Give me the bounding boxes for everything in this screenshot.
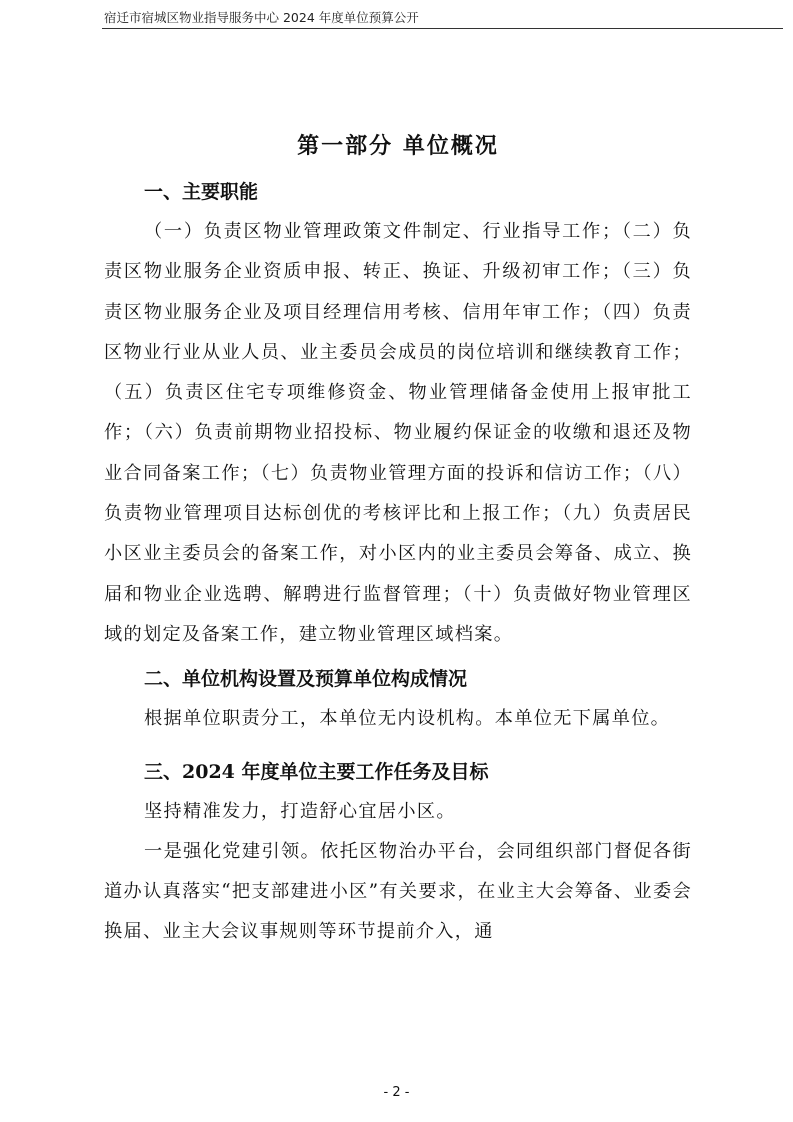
page-header: 宿迁市宿城区物业指导服务中心 2024 年度单位预算公开: [104, 10, 419, 25]
section-heading-organization: 二、单位机构设置及预算单位构成情况: [144, 668, 468, 691]
paragraph-main-functions: （一）负责区物业管理政策文件制定、行业指导工作；（二）负责区物业服务企业资质申报、转正、换证、升级初审工作；（三）负责区物业服务企业及项目经理信用考核、信用年审工作；（四）负责区物业行业从业人员、业主委员会成员的岗位培训和继续教育工作；（五）负责区住宅专项维修资金、物业管理储备金使用上报审批工作；（六）负责前期物业招投标、物业履约保证金的收缴和退还及物业合同备案工作；（七）负责物业管理方面的投诉和信访工作；（八）负责物业管理项目达标创优的考核评比和上报工作；（九）负责居民小区业主委员会的备案工作，对小区内的业主委员会筹备、成立、换届和物业企业选聘、解聘进行监督管理；（十）负责做好物业管理区域的划定及备案工作，建立物业管理区域档案。: [104, 221, 692, 645]
section-heading-tasks-goals: 三、2024 年度单位主要工作任务及目标: [144, 760, 489, 783]
paragraph-organization: 根据单位职责分工，本单位无内设机构。本单位无下属单位。: [144, 708, 671, 730]
document-body: [104, 126, 692, 953]
paragraph-tasks-intro: 坚持精准发力，打造舒心宜居小区。: [144, 800, 456, 822]
section-heading-main-functions: 一、主要职能: [144, 181, 259, 203]
paragraph-party-building: 一是强化党建引领。依托区物治办平台，会同组织部门督促各街道办认真落实“把支部建进小区”有关要求，在业主大会筹备、业委会换届、业主大会议事规则等环节提前介入，通: [104, 840, 692, 943]
document-title: 第一部分 单位概况: [297, 133, 499, 159]
page-number: - 2 -: [383, 1085, 410, 1100]
header-divider: [102, 28, 783, 29]
